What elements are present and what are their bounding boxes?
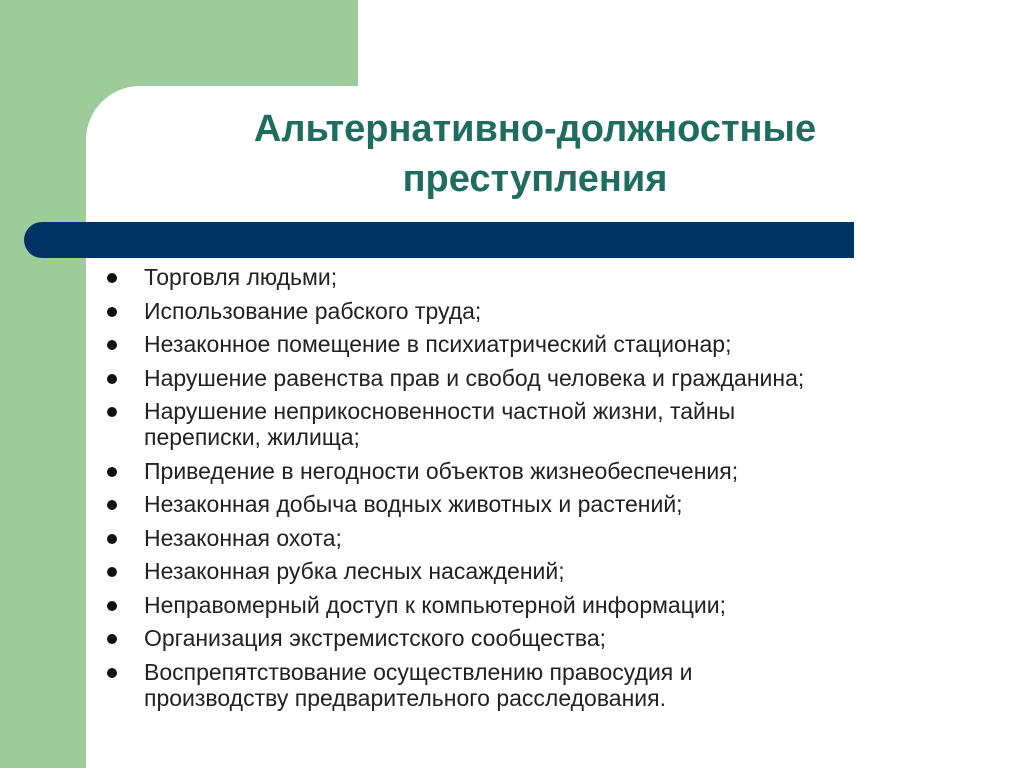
bullet-text: Незаконная рубка лесных насаждений; (144, 558, 565, 584)
bullet-dot-icon (107, 534, 117, 544)
slide-title-line-2: преступления (402, 158, 668, 200)
bullet-dot-icon (107, 500, 117, 510)
bullet-item (103, 365, 983, 391)
bullet-text: Приведение в негодности объектов жизнеобеспечения; (144, 457, 739, 484)
bullet-item (103, 398, 983, 450)
bullet-item (103, 592, 983, 618)
bullet-item (103, 625, 983, 651)
slide-title (140, 104, 930, 204)
bullet-text: Воспрепятствование осуществлению правосудия и (144, 658, 693, 685)
bullet-dot-icon (107, 407, 117, 417)
bullet-dot-icon (107, 668, 117, 678)
bullet-text: Нарушение равенства прав и свобод человека и гражданина; (144, 364, 805, 391)
navy-divider-bar (24, 222, 854, 258)
bullet-item (103, 331, 983, 357)
bullet-dot-icon (107, 467, 117, 477)
bullet-item (103, 491, 983, 517)
bullet-dot-icon (107, 273, 117, 283)
bullet-item (103, 298, 983, 324)
bullet-text-continued: переписки, жилища; (144, 424, 360, 450)
bullet-dot-icon (107, 567, 117, 577)
bullet-text: Использование рабского труда; (144, 297, 482, 324)
bullet-text: Неправомерный доступ к компьютерной информации; (144, 591, 726, 618)
bullet-item (103, 458, 983, 484)
slide-title-line-1: Альтернативно-должностные (253, 108, 817, 150)
bullet-text: Организация экстремистского сообщества; (144, 625, 607, 651)
bullet-text: Незаконное помещение в психиатрический стационар; (144, 331, 732, 357)
bullet-dot-icon (107, 307, 117, 317)
bullet-dot-icon (107, 634, 117, 644)
bullet-item (103, 659, 983, 711)
bullet-item (103, 558, 983, 584)
bullet-text: Торговля людьми; (144, 264, 338, 290)
bullet-text: Незаконная охота; (144, 524, 342, 551)
bullet-item (103, 525, 983, 551)
bullet-dot-icon (107, 374, 117, 384)
bullet-dot-icon (107, 340, 117, 350)
bullet-item (103, 264, 983, 290)
bullet-list (103, 264, 983, 718)
bullet-dot-icon (107, 601, 117, 611)
bullet-text: Незаконная добыча водных животных и растений; (144, 491, 683, 517)
bullet-text: Нарушение неприкосновенности частной жизни, тайны (144, 398, 736, 424)
bullet-text-continued: производству предварительного расследования. (144, 684, 666, 711)
